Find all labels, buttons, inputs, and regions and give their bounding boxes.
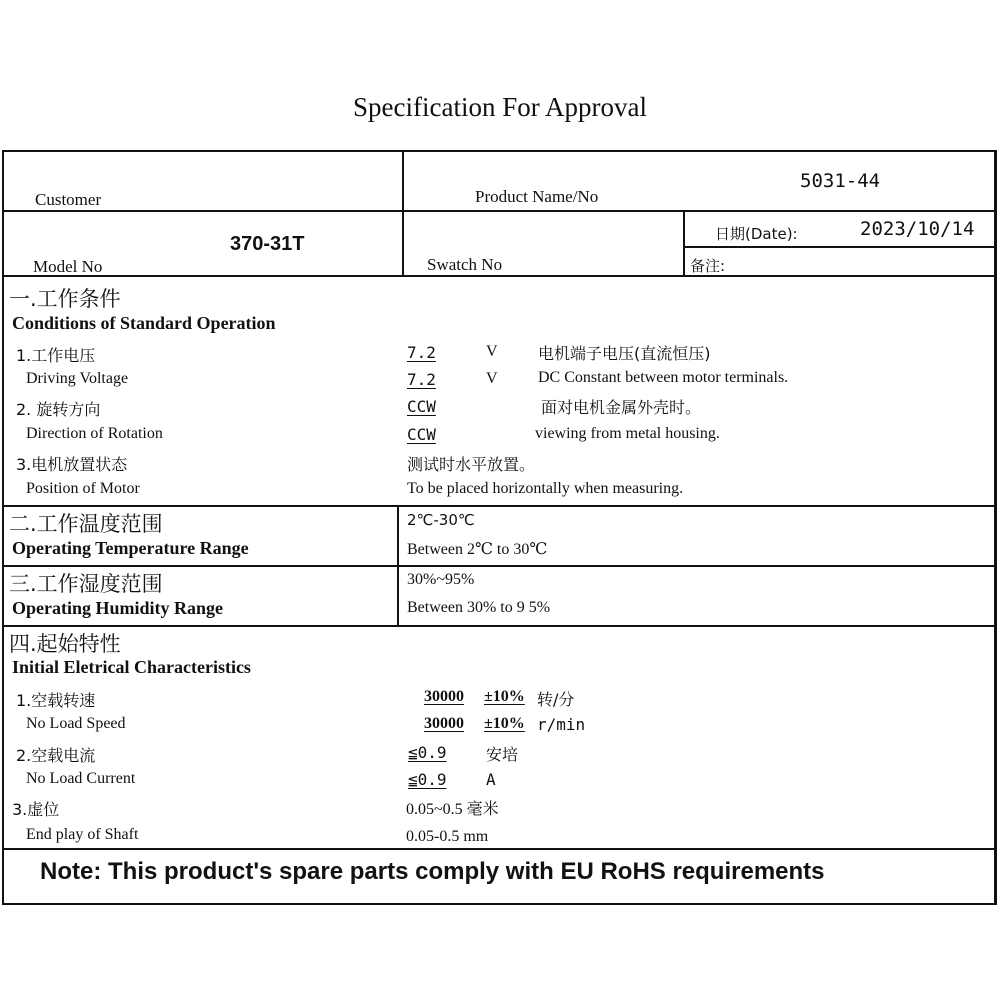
endplay-value-cn: 0.05~0.5 毫米 <box>406 801 499 818</box>
rotation-desc-cn: 面对电机金属外壳时。 <box>541 398 702 417</box>
voltage-desc-en: DC Constant between motor terminals. <box>538 369 789 386</box>
rohs-note: Note: This product's spare parts comply with EU RoHS requirements <box>40 858 825 885</box>
current-unit-en: A <box>486 770 496 789</box>
rotation-label-en: Direction of Rotation <box>26 425 163 442</box>
speed-tolerance-en: ±10% <box>484 715 525 732</box>
section-2-title-en: Operating Temperature Range <box>12 538 249 558</box>
date-label: 日期(Date): <box>715 225 798 243</box>
date-value: 2023/10/14 <box>860 218 975 240</box>
divider-col-1 <box>402 150 404 276</box>
rotation-desc-en: viewing from metal housing. <box>535 425 720 442</box>
divider-date-remark <box>683 246 997 248</box>
rotation-label-cn: 2. 旋转方向 <box>16 400 101 419</box>
endplay-label-en: End play of Shaft <box>26 826 139 843</box>
model-no-label: Model No <box>33 257 103 276</box>
speed-label-en: No Load Speed <box>26 715 126 732</box>
voltage-unit-en: V <box>486 370 498 387</box>
current-value-cn: ≦0.9 <box>408 743 447 762</box>
divider-note <box>2 848 997 850</box>
section-2-title-cn: 二.工作温度范围 <box>9 512 163 536</box>
position-label-en: Position of Motor <box>26 480 140 497</box>
swatch-no-label: Swatch No <box>427 255 503 274</box>
voltage-label-cn: 1.工作电压 <box>16 346 96 365</box>
speed-tolerance-cn: ±10% <box>484 688 525 705</box>
voltage-value-en: 7.2 <box>407 370 436 389</box>
endplay-label-cn: 3.虚位 <box>12 800 60 819</box>
product-name-label: Product Name/No <box>475 187 599 206</box>
voltage-desc-cn: 电机端子电压(直流恒压) <box>538 344 711 363</box>
speed-value-cn: 30000 <box>424 688 464 705</box>
document-title: Specification For Approval <box>353 92 647 122</box>
rotation-value-en: CCW <box>407 425 436 444</box>
divider-s4 <box>2 625 997 627</box>
divider-header-2 <box>2 275 997 277</box>
voltage-label-en: Driving Voltage <box>26 370 129 387</box>
position-label-cn: 3.电机放置状态 <box>16 455 128 474</box>
divider-header-1 <box>2 210 997 212</box>
section-3-title-en: Operating Humidity Range <box>12 598 224 618</box>
current-label-en: No Load Current <box>26 770 136 787</box>
section-3-title-cn: 三.工作湿度范围 <box>9 572 163 596</box>
divider-range-col <box>397 505 399 626</box>
speed-unit-en: r/min <box>537 715 586 734</box>
humidity-range-cn: 30%~95% <box>407 571 475 588</box>
section-4-title-en: Initial Eletrical Characteristics <box>12 657 251 677</box>
temperature-range-cn: 2℃-30℃ <box>407 511 475 529</box>
customer-label: Customer <box>35 190 102 209</box>
speed-value-en: 30000 <box>424 715 464 732</box>
current-label-cn: 2.空载电流 <box>16 746 96 765</box>
current-unit-cn: 安培 <box>486 745 519 764</box>
voltage-unit-cn: V <box>486 343 498 360</box>
current-value-en: ≦0.9 <box>408 770 447 789</box>
product-name-value: 5031-44 <box>800 170 881 192</box>
model-no-value: 370-31T <box>230 233 305 255</box>
position-desc-en: To be placed horizontally when measuring. <box>407 480 684 497</box>
endplay-value-en: 0.05-0.5 mm <box>406 828 489 845</box>
voltage-value-cn: 7.2 <box>407 343 436 362</box>
speed-unit-cn: 转/分 <box>537 690 575 709</box>
position-desc-cn: 测试时水平放置。 <box>407 455 536 474</box>
temperature-range-en: Between 2℃ to 30℃ <box>407 541 548 558</box>
rotation-value-cn: CCW <box>407 397 436 416</box>
remark-label: 备注: <box>690 257 726 275</box>
speed-label-cn: 1.空载转速 <box>16 691 96 710</box>
divider-s3 <box>2 565 997 567</box>
section-1-title-en: Conditions of Standard Operation <box>12 313 276 333</box>
divider-s2 <box>2 505 997 507</box>
section-4-title-cn: 四.起始特性 <box>9 632 121 656</box>
section-1-title-cn: 一.工作条件 <box>9 287 121 311</box>
humidity-range-en: Between 30% to 9 5% <box>407 599 551 616</box>
divider-col-2 <box>683 210 685 276</box>
